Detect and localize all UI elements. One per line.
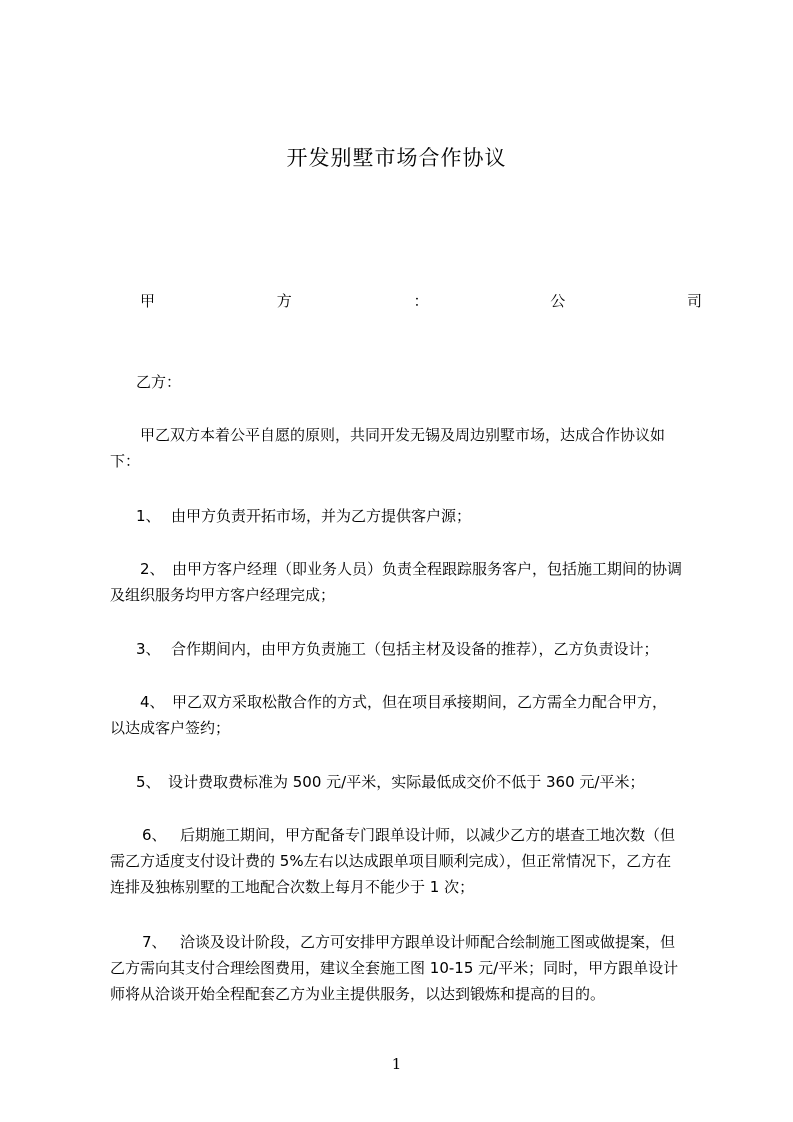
item-text: 设计费取费标准为 500 元/平米，实际最低成交价不低于 360 元/平米； xyxy=(168,773,645,791)
party-a-char: 方 xyxy=(276,292,292,310)
item-text: 乙方需向其支付合理绘图费用，建议全套施工图 10-15 元/平米；同时，甲方跟单设计 xyxy=(110,959,679,977)
party-a-char: 甲 xyxy=(140,292,156,310)
party-a-char: 公 xyxy=(550,292,566,310)
item-text: 后期施工期间，甲方配备专门跟单设计师，以减少乙方的堪查工地次数（但 xyxy=(180,826,676,844)
item-text: 需乙方适度支付设计费的 5%左右以达成跟单项目顺利完成），但正常情况下，乙方在 xyxy=(110,852,672,870)
item-number: 3、 xyxy=(136,640,161,658)
party-b-line: 乙方： xyxy=(136,373,182,391)
item-number: 6、 xyxy=(142,826,167,844)
item-text: 合作期间内，由甲方负责施工（包括主材及设备的推荐），乙方负责设计； xyxy=(171,640,659,658)
item-number: 5、 xyxy=(136,773,161,791)
item-number: 2、 xyxy=(140,560,165,578)
item-number: 1、 xyxy=(136,507,161,525)
party-a-line xyxy=(140,290,702,311)
party-a-char: ： xyxy=(413,292,429,310)
intro-line: 下： xyxy=(110,452,141,470)
item-number: 4、 xyxy=(140,693,165,711)
page-number: 1 xyxy=(391,1055,402,1073)
item-text: 及组织服务均甲方客户经理完成； xyxy=(110,586,336,604)
intro-line: 甲乙双方本着公平自愿的原则，共同开发无锡及周边别墅市场，达成合作协议如 xyxy=(140,426,666,444)
page-title: 开发别墅市场合作协议 xyxy=(286,146,507,170)
item-number: 7、 xyxy=(142,933,167,951)
party-a-char: 司 xyxy=(686,292,702,310)
item-text: 由甲方负责开拓市场，并为乙方提供客户源； xyxy=(171,507,472,525)
item-text: 洽谈及设计阶段，乙方可安排甲方跟单设计师配合绘制施工图或做提案，但 xyxy=(180,933,676,951)
item-text: 连排及独栋别墅的工地配合次数上每月不能少于 1 次； xyxy=(110,878,475,896)
item-text: 以达成客户签约； xyxy=(110,719,231,737)
item-text: 由甲方客户经理（即业务人员）负责全程跟踪服务客户，包括施工期间的协调 xyxy=(172,560,683,578)
item-text: 甲乙双方采取松散合作的方式，但在项目承接期间，乙方需全力配合甲方， xyxy=(172,693,668,711)
item-text: 师将从洽谈开始全程配套乙方为业主提供服务，以达到锻炼和提高的目的。 xyxy=(110,985,606,1003)
